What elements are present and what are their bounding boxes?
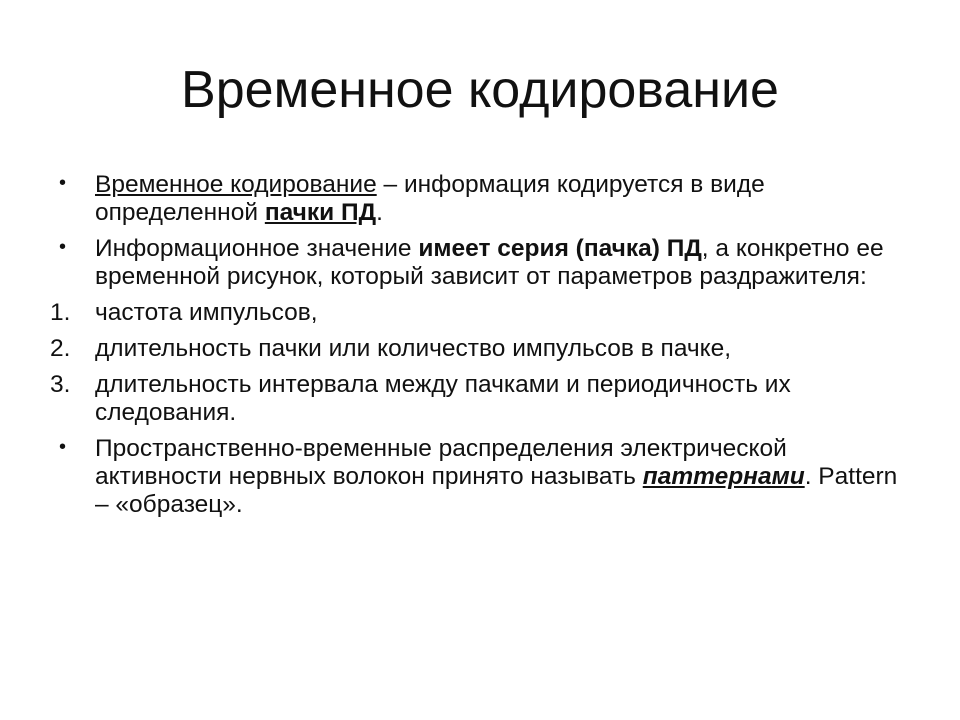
term-patterns: паттернами — [642, 463, 805, 490]
item-text: длительность интервала между пачками и периодичность их следования. — [95, 371, 791, 426]
item-text: – информация кодируется в виде определенной — [95, 171, 765, 226]
item-number: 2. — [50, 335, 71, 362]
numbered-item — [50, 299, 910, 327]
item-text: длительность пачки или количество импульсов в пачке, — [95, 335, 732, 362]
bullet-item — [50, 435, 910, 519]
item-text: Пространственно-временные распределения электрической активности нервных волокон принято называть — [95, 435, 787, 490]
item-text: . Pattern – «образец». — [95, 463, 898, 518]
term-ap-series: имеет серия (пачка) ПД — [418, 235, 702, 262]
bullet-icon: • — [59, 172, 67, 194]
item-text: , а конкретно ее временной рисунок, который зависит от параметров раздражителя: — [95, 235, 884, 290]
numbered-item — [50, 371, 910, 427]
item-text: Информационное значение — [95, 235, 419, 262]
item-number: 3. — [50, 371, 71, 398]
bullet-item — [50, 171, 910, 227]
term-temporal-coding: Временное кодирование — [95, 171, 377, 198]
slide-title: Временное кодирование — [181, 61, 779, 119]
numbered-item — [50, 335, 910, 363]
bullet-icon: • — [59, 436, 67, 458]
bullet-item — [50, 235, 910, 291]
item-text: . — [376, 199, 383, 226]
item-number: 1. — [50, 299, 71, 326]
item-text: частота импульсов, — [95, 299, 318, 326]
slide-content — [50, 171, 910, 527]
bullet-icon: • — [59, 236, 67, 258]
term-ap-burst: пачки ПД — [264, 199, 377, 226]
